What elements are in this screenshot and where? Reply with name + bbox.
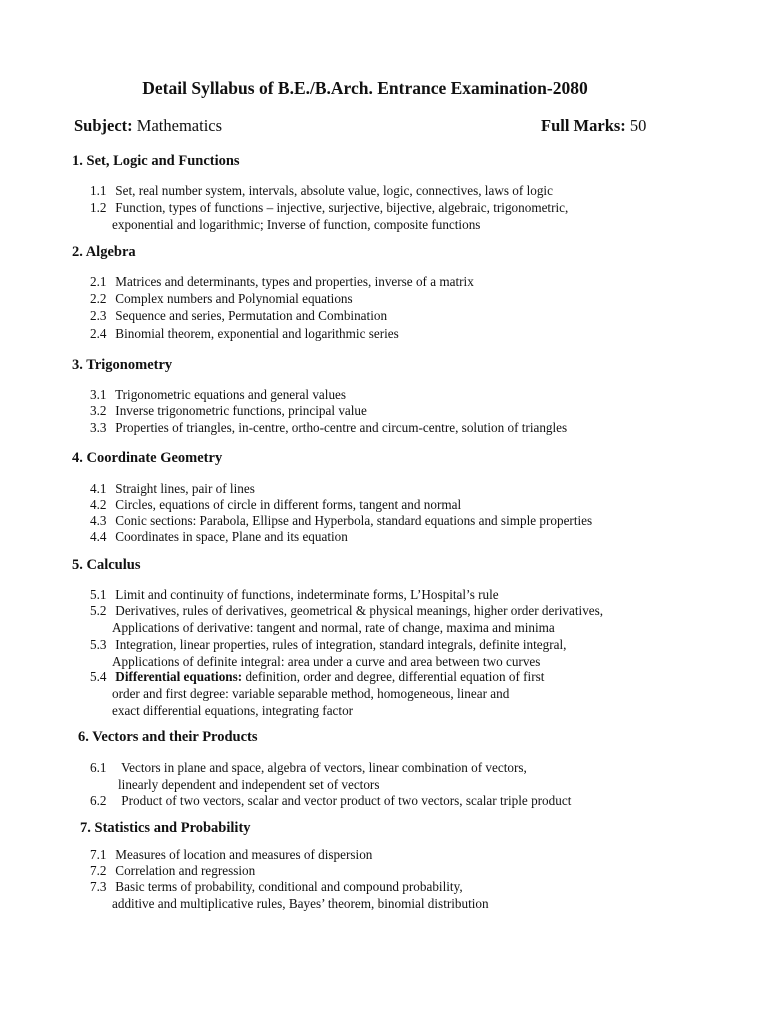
item-text: Vectors in plane and space, algebra of vectors, linear combination of vectors, [121, 760, 527, 775]
section-heading-vectors: 6. Vectors and their Products [78, 729, 258, 745]
item-number: 5.3 [90, 637, 107, 652]
item-number: 6.2 [90, 793, 107, 808]
item-number: 7.1 [90, 847, 107, 862]
subject-line [74, 116, 222, 136]
syllabus-item [90, 602, 603, 636]
full-marks-line [541, 116, 646, 136]
item-text: Function, types of functions – injective, surjective, bijective, algebraic, trigonometric, [115, 200, 569, 215]
item-text-continued: Applications of derivative: tangent and normal, rate of change, maxima and minima [112, 620, 555, 635]
syllabus-item [90, 636, 566, 670]
syllabus-item [90, 586, 499, 603]
section-heading-algebra: 2. Algebra [72, 244, 136, 260]
item-text: Limit and continuity of functions, indeterminate forms, L’Hospital’s rule [115, 587, 499, 602]
item-number: 1.1 [90, 183, 107, 198]
syllabus-item [90, 759, 527, 793]
item-number: 4.2 [90, 497, 107, 512]
item-text: Sequence and series, Permutation and Combination [115, 308, 388, 323]
item-text: Circles, equations of circle in different forms, tangent and normal [115, 497, 462, 512]
full-marks-label: Full Marks: [541, 116, 626, 135]
item-number: 2.4 [90, 326, 107, 341]
syllabus-item [90, 419, 567, 436]
syllabus-item [90, 512, 592, 529]
item-number: 5.1 [90, 587, 107, 602]
item-number: 3.3 [90, 420, 107, 435]
syllabus-item [90, 325, 399, 342]
item-number: 2.1 [90, 274, 107, 289]
item-bold-lead: Differential equations: [115, 669, 243, 684]
item-number: 3.1 [90, 387, 107, 402]
item-text-continued: additive and multiplicative rules, Bayes’ theorem, binomial distribution [112, 896, 489, 911]
syllabus-item [90, 668, 544, 719]
syllabus-item [90, 182, 553, 199]
section-heading-statistics-probability: 7. Statistics and Probability [80, 820, 251, 836]
syllabus-item [90, 402, 367, 419]
item-text: Set, real number system, intervals, absolute value, logic, connectives, laws of logic [115, 183, 553, 198]
syllabus-item [90, 386, 346, 403]
subject-label: Subject: [74, 116, 133, 135]
section-heading-trigonometry: 3. Trigonometry [72, 357, 173, 373]
syllabus-item [90, 878, 489, 912]
item-text: Complex numbers and Polynomial equations [115, 291, 353, 306]
syllabus-item [90, 307, 387, 324]
item-text: Binomial theorem, exponential and logarithmic series [115, 326, 399, 341]
item-text: Inverse trigonometric functions, principal value [115, 403, 367, 418]
item-text: Integration, linear properties, rules of integration, standard integrals, definite integral, [115, 637, 567, 652]
item-number: 5.4 [90, 669, 107, 684]
syllabus-item [90, 496, 461, 513]
item-number: 1.2 [90, 200, 107, 215]
item-text-continued: exact differential equations, integrating factor [112, 703, 354, 718]
full-marks-value: 50 [629, 116, 647, 135]
item-text: Measures of location and measures of dispersion [115, 847, 373, 862]
item-number: 4.4 [90, 529, 107, 544]
syllabus-item [90, 862, 255, 879]
item-text-continued: linearly dependent and independent set of vectors [118, 777, 380, 792]
item-text: Trigonometric equations and general values [115, 387, 347, 402]
item-text: Derivatives, rules of derivatives, geometrical & physical meanings, higher order derivatives, [115, 603, 604, 618]
item-text: Matrices and determinants, types and properties, inverse of a matrix [115, 274, 474, 289]
section-heading-calculus: 5. Calculus [72, 557, 141, 573]
item-number: 7.3 [90, 879, 107, 894]
subject-value: Mathematics [136, 116, 223, 135]
syllabus-item [90, 528, 348, 545]
syllabus-item [90, 792, 571, 809]
item-number: 2.3 [90, 308, 107, 323]
document-title: Detail Syllabus of B.E./B.Arch. Entrance Examination-2080 [142, 78, 588, 98]
item-number: 7.2 [90, 863, 107, 878]
item-text: Conic sections: Parabola, Ellipse and Hyperbola, standard equations and simple properties [115, 513, 593, 528]
syllabus-item [90, 846, 372, 863]
item-text-continued: order and first degree: variable separable method, homogeneous, linear and [112, 686, 510, 701]
item-text: Correlation and regression [115, 863, 256, 878]
item-text: Basic terms of probability, conditional and compound probability, [115, 879, 463, 894]
item-number: 6.1 [90, 760, 107, 775]
section-heading-set-logic-functions: 1. Set, Logic and Functions [72, 153, 240, 169]
item-number: 3.2 [90, 403, 107, 418]
item-text-continued: Applications of definite integral: area under a curve and area between two curves [112, 654, 541, 669]
item-text: Product of two vectors, scalar and vector product of two vectors, scalar triple product [121, 793, 572, 808]
item-text: Coordinates in space, Plane and its equation [115, 529, 348, 544]
item-text: Straight lines, pair of lines [115, 481, 255, 496]
syllabus-item [90, 290, 353, 307]
syllabus-item [90, 199, 568, 233]
item-number: 2.2 [90, 291, 107, 306]
syllabus-item [90, 273, 474, 290]
item-number: 4.3 [90, 513, 107, 528]
item-text: definition, order and degree, differential equation of first [242, 669, 545, 684]
item-number: 5.2 [90, 603, 107, 618]
section-heading-coordinate-geometry: 4. Coordinate Geometry [72, 450, 223, 466]
item-text: Properties of triangles, in-centre, ortho-centre and circum-centre, solution of triangles [115, 420, 568, 435]
item-text-continued: exponential and logarithmic; Inverse of function, composite functions [112, 217, 481, 232]
item-number: 4.1 [90, 481, 107, 496]
syllabus-item [90, 480, 255, 497]
